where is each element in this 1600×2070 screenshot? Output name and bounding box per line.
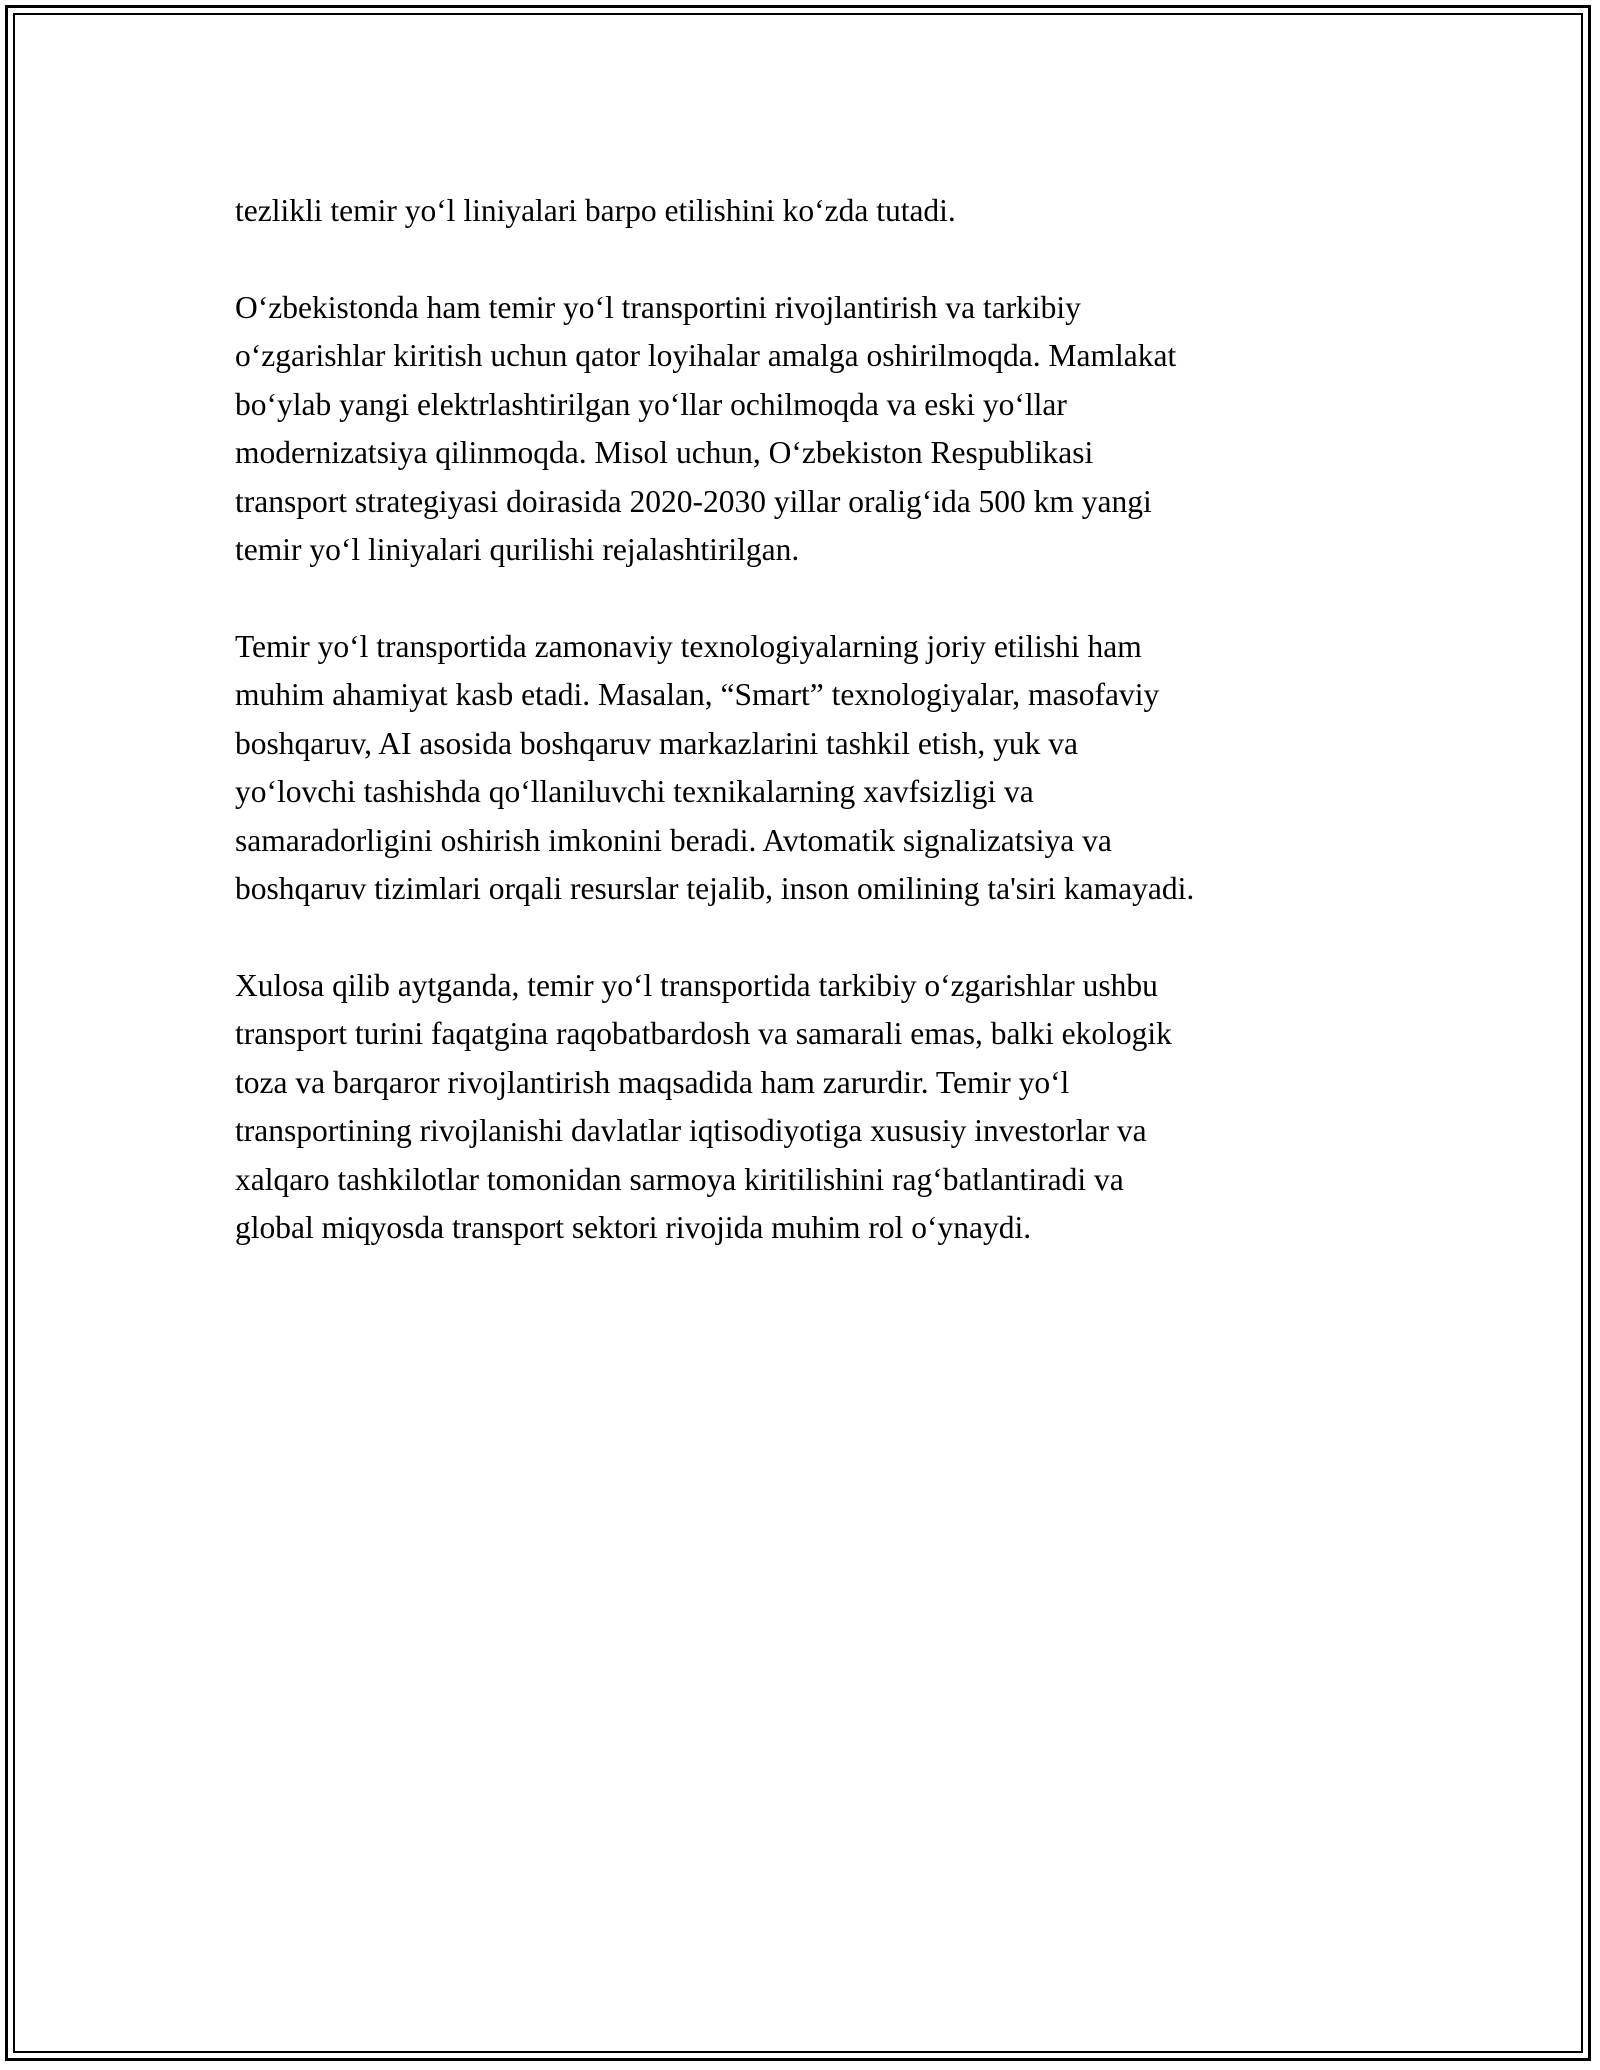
paragraph-2: O‘zbekistonda ham temir yo‘l transportini rivojlantirish va tarkibiy o‘zgarishlar kiritish uchun qator loyihalar amalga oshirilmoqda. Mamlakat bo‘ylab yangi elektrlashtirilgan yo‘llar ochilmoqda va eski yo‘llar modernizatsiya qilinmoqda. Misol uchun, O‘zbekiston Respublikasi transport strategiyasi doirasida 2020-2030 yillar oralig‘ida 500 km yangi temir yo‘l liniyalari qurilishi rejalashtirilgan.: [235, 289, 1177, 567]
paragraph-3: Temir yo‘l transportida zamonaviy texnologiyalarning joriy etilishi ham muhim ahamiyat kasb etadi. Masalan, “Smart” texnologiyalar, masofaviy boshqaruv, AI asosida boshqaruv markazlarini tashkil etish, yuk va yo‘lovchi tashishda qo‘llaniluvchi texnikalarning xavfsizligi va samaradorligini oshirish imkonini beradi. Avtomatik signalizatsiya va boshqaruv tizimlari orqali resurslar tejalib, inson omilining ta'siri kamayadi.: [235, 628, 1195, 906]
document-body: [235, 187, 1385, 1301]
paragraph-4: Xulosa qilib aytganda, temir yo‘l transportida tarkibiy o‘zgarishlar ushbu transport turini faqatgina raqobatbardosh va samarali emas, balki ekologik toza va barqaror rivojlantirish maqsadida ham zarurdir. Temir yo‘l transportining rivojlanishi davlatlar iqtisodiyotiga xususiy investorlar va xalqaro tashkilotlar tomonidan sarmoya kiritilishini rag‘batlantiradi va global miqyosda transport sektori rivojida muhim rol o‘ynaydi.: [235, 967, 1172, 1245]
paragraph-1: tezlikli temir yo‘l liniyalari barpo etilishini ko‘zda tutadi.: [235, 193, 956, 228]
